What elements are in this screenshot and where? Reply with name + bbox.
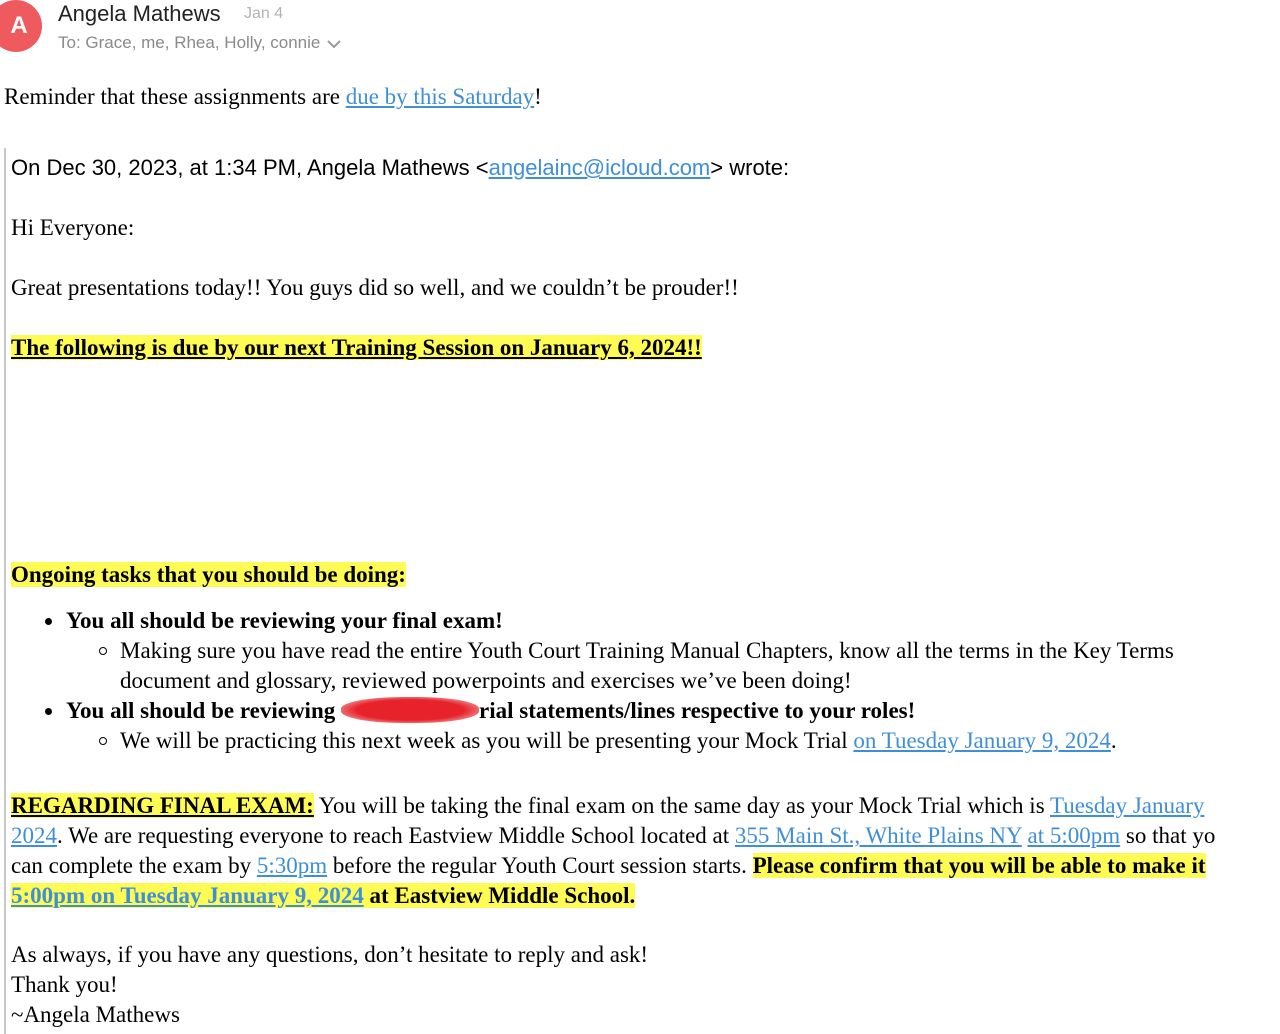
ongoing-heading-text: Ongoing tasks that you should be doing: [11,562,406,587]
list-item [11,726,1174,756]
confirm-date-link[interactable]: 5:00pm on Tuesday January 9, 2024 [11,883,364,908]
attribution-text: On Dec 30, 2023, at 1:34 PM, Angela Mathews < [11,155,489,180]
task-1-text: You all should be reviewing your final exam! [66,608,503,633]
reminder-line [4,84,542,110]
confirm-text-b: at Eastview Middle School. [363,883,636,908]
exam-text-5: can complete the exam by [11,853,257,878]
email-link[interactable]: angelainc@icloud.com [488,155,711,180]
closing-line-2: Thank you! [11,972,118,997]
exam-text-2: . We are requesting everyone to reach Eastview Middle School located at [57,823,735,848]
task-list [11,606,1174,756]
recipients-line[interactable] [58,33,342,54]
redaction-mark [341,697,479,723]
exam-line-1 [11,793,1204,819]
closing-line-1: As always, if you have any questions, don’t hesitate to reply and ask! [11,942,649,967]
email-header [0,0,1280,60]
greeting: Hi Everyone: [11,215,135,240]
attribution-end: > wrote: [710,155,790,180]
exam-date-link-part2[interactable]: 2024 [11,823,57,848]
list-item [11,636,1174,696]
task-1-detail-line2: document and glossary, reviewed powerpoints and exercises we’ve been doing! [120,668,852,693]
sender-name[interactable]: Angela Mathews [58,1,221,26]
congrats-text: Great presentations today!! You guys did so well, and we couldn’t be prouder!! [11,275,739,300]
ongoing-heading [11,562,406,588]
exam-text-6: before the regular Youth Court session starts. [327,853,753,878]
exam-date-link-part1[interactable]: Tuesday January [1049,793,1205,818]
address-link[interactable]: 355 Main St., White Plains NY [734,823,1022,848]
task-2-text-end: rial statements/lines respective to your roles! [479,698,916,723]
exam-line-3 [11,853,1206,879]
task-2-text-start: You all should be reviewing [66,698,341,723]
exam-text-1: You will be taking the final exam on the same day as your Mock Trial which is [313,793,1050,818]
recipients-text: To: Grace, me, Rhea, Holly, connie [58,33,321,52]
quoted-message [4,148,1280,1034]
chevron-down-icon[interactable] [326,34,342,54]
quote-attribution [11,155,789,181]
email-date: Jan 4 [244,5,284,22]
task-2-detail-end: . [1110,728,1117,753]
confirm-text-a: Please confirm that you will be able to make it [752,853,1206,878]
task-1-detail-line1: Making sure you have read the entire Youth Court Training Manual Chapters, know all the terms in the Key Terms [120,638,1174,663]
list-item [11,606,1174,636]
time-link-5pm[interactable]: at 5:00pm [1027,823,1121,848]
reminder-text: Reminder that these assignments are [4,84,346,109]
due-heading-text: The following is due by our next Training Session on January 6, 2024!! [11,335,702,360]
mock-trial-date-link[interactable]: on Tuesday January 9, 2024 [853,728,1111,753]
task-2-detail: We will be practicing this next week as you will be presenting your Mock Trial [120,728,854,753]
due-saturday-link[interactable]: due by this Saturday [345,84,535,109]
reminder-end: ! [534,84,542,109]
exam-text-4: so that yo [1120,823,1216,848]
due-heading [11,335,702,361]
list-item [11,696,1174,726]
exam-line-2 [11,823,1215,849]
exam-label: REGARDING FINAL EXAM: [11,793,314,818]
time-link-530pm[interactable]: 5:30pm [256,853,328,878]
signature: ~Angela Mathews [11,1002,180,1027]
exam-line-4 [11,883,635,909]
avatar[interactable]: A [0,0,42,52]
